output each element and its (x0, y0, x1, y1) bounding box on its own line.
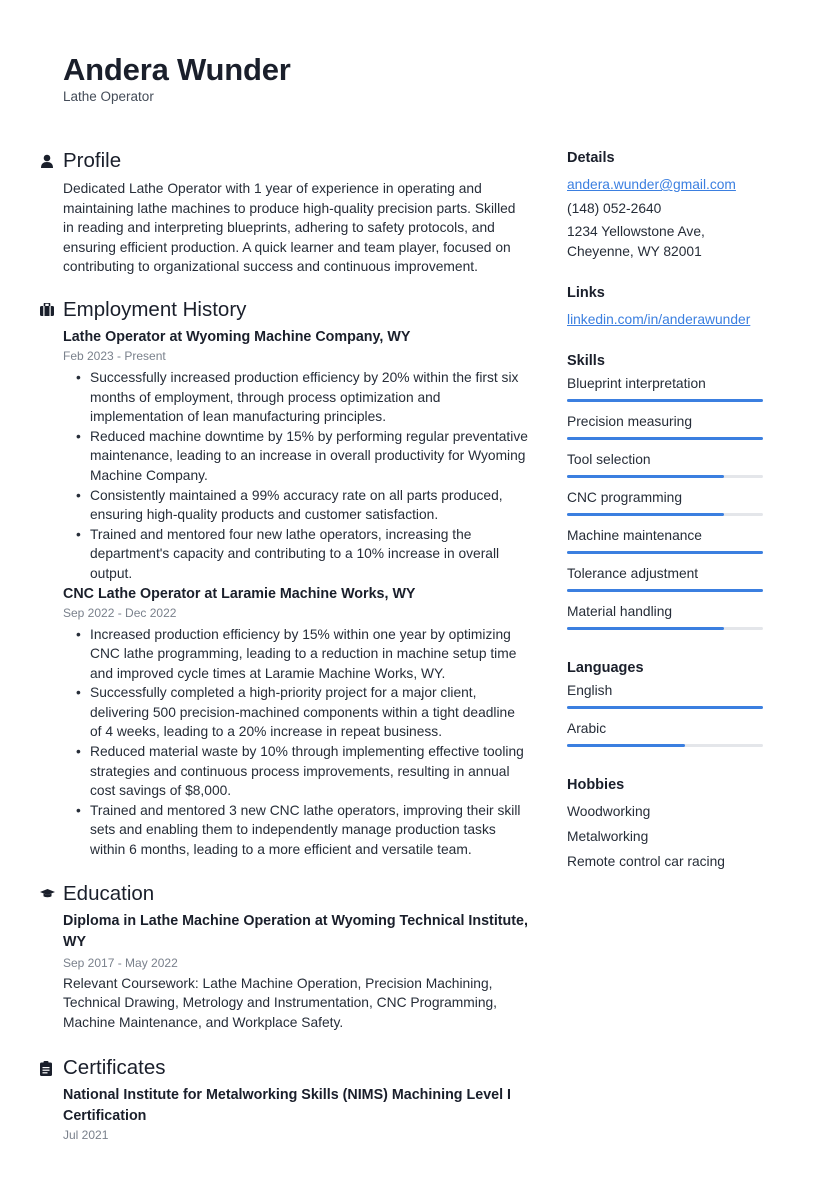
certificate-icon (40, 1058, 63, 1078)
language-level-track (567, 744, 763, 747)
language-label: Arabic (567, 720, 607, 736)
hobbies-block (567, 774, 763, 874)
employment-section (40, 296, 530, 860)
job-bullet: • Successfully completed a high-priority project for a major client, delivering 500 precision-machined components within a tight deadline of 4 weeks, leading to a 20% increase in repeat business. (63, 683, 530, 742)
languages-list (567, 679, 763, 755)
skill-label: Precision measuring (567, 413, 692, 429)
details-block (567, 147, 763, 261)
skill-level-fill (567, 513, 724, 516)
job-date: Sep 2022 - Dec 2022 (63, 605, 177, 620)
skill-label: CNC programming (567, 489, 683, 505)
skill-label: Machine maintenance (567, 527, 702, 543)
job-date: Feb 2023 - Present (63, 348, 166, 363)
skill-label: Tolerance adjustment (567, 565, 699, 581)
briefcase-icon (40, 300, 63, 320)
hobby-item: Woodworking (567, 803, 651, 819)
linkedin-link[interactable]: linkedin.com/in/anderawunder (567, 312, 751, 328)
job-title: Lathe Operator at Wyoming Machine Company, WY (63, 328, 411, 345)
person-icon (40, 151, 63, 171)
language-label: English (567, 682, 613, 698)
education-coursework: Relevant Coursework: Lathe Machine Operation, Precision Machining, Technical Drawing, Metrology and Instrumentation, CNC Programming, Machine Maintenance, and Workplace Safety. (63, 975, 498, 1030)
profile-summary: Dedicated Lathe Operator with 1 year of experience in operating and maintaining lathe machines to produce high-quality precision parts. Skilled in reading and interpreting blueprints, adhering to safety protocols, and ensuring efficient production. A quick learner and team player, focused on contributing to organizational success and continuous improvement. (63, 181, 516, 275)
skill-item (567, 600, 763, 638)
job-bullet: • Trained and mentored 3 new CNC lathe operators, improving their skill sets and enabling them to independently manage production tasks within 6 months, leading to a more efficient and versatile team. (63, 801, 530, 860)
skill-item (567, 448, 763, 486)
certificates-heading-row (40, 1054, 530, 1082)
skill-item (567, 486, 763, 524)
skill-label: Material handling (567, 603, 673, 619)
hobbies-heading: Hobbies (567, 776, 625, 793)
job-bullets (63, 625, 530, 860)
language-level-fill (567, 744, 685, 747)
skill-level-fill (567, 437, 763, 440)
skill-level-fill (567, 627, 724, 630)
education-heading-row (40, 880, 530, 908)
employment-heading-row (40, 296, 530, 324)
candidate-name: Andera Wunder (63, 52, 291, 87)
candidate-job-title: Lathe Operator (63, 89, 154, 104)
email-link[interactable]: andera.wunder@gmail.com (567, 177, 736, 192)
job-bullet: • Successfully increased production efficiency by 20% within the first six months of employment, through process optimization and implementation of lean manufacturing principles. (63, 368, 530, 427)
hobby-item: Remote control car racing (567, 853, 725, 869)
job-title: CNC Lathe Operator at Laramie Machine Works, WY (63, 585, 416, 602)
skill-level-track (567, 399, 763, 402)
links-heading: Links (567, 285, 605, 302)
education-date: Sep 2017 - May 2022 (63, 955, 178, 970)
certificate-title: National Institute for Metalworking Skills (NIMS) Machining Level I Certification (63, 1087, 512, 1125)
job-entry (63, 584, 530, 860)
skill-level-track (567, 437, 763, 440)
certificates-section (40, 1054, 530, 1144)
skill-level-track (567, 627, 763, 630)
skill-label: Tool selection (567, 451, 651, 467)
skills-list (567, 372, 763, 638)
skills-heading: Skills (567, 352, 605, 369)
links-block (567, 282, 763, 330)
job-bullet: • Trained and mentored four new lathe operators, increasing the department's capacity and contributing to a 10% increase in overall output. (63, 525, 530, 584)
profile-heading-row (40, 147, 530, 175)
phone-number: (148) 052-2640 (567, 200, 662, 216)
certificates-heading: Certificates (63, 1056, 166, 1080)
skill-level-fill (567, 399, 763, 402)
graduation-cap-icon (40, 884, 63, 904)
profile-section (40, 147, 530, 277)
language-item (567, 717, 763, 755)
education-section (40, 880, 530, 1033)
skill-level-track (567, 589, 763, 592)
main-column (40, 147, 530, 1163)
details-heading: Details (567, 150, 615, 166)
skill-item (567, 372, 763, 410)
job-bullet: • Consistently maintained a 99% accuracy rate on all parts produced, ensuring high-quality products and customer satisfaction. (63, 486, 530, 525)
job-bullet: • Reduced machine downtime by 15% by performing regular preventative maintenance, leading to an increase in overall productivity for Wyoming Machine Company. (63, 427, 530, 486)
skill-level-fill (567, 589, 763, 592)
hobby-item: Metalworking (567, 828, 649, 844)
resume-header (63, 52, 291, 106)
certificate-date: Jul 2021 (63, 1128, 109, 1143)
education-title: Diploma in Lathe Machine Operation at Wyoming Technical Institute, WY (63, 912, 528, 950)
job-bullets (63, 368, 530, 584)
skill-item (567, 562, 763, 600)
skill-level-track (567, 475, 763, 478)
languages-heading: Languages (567, 659, 644, 676)
job-bullet: • Increased production efficiency by 15% within one year by optimizing CNC lathe programming, leading to a reduction in machine setup time and improved cycle times at Laramie Machine Works, WY. (63, 625, 530, 684)
skill-label: Blueprint interpretation (567, 375, 706, 391)
skill-level-track (567, 551, 763, 554)
language-level-track (567, 706, 763, 709)
job-entry (63, 327, 530, 584)
education-heading: Education (63, 881, 155, 905)
address: 1234 Yellowstone Ave, Cheyenne, WY 82001 (567, 224, 705, 259)
job-bullet: • Reduced material waste by 10% through implementing effective tooling strategies and continuous process improvements, resulting in annual cost savings of $8,000. (63, 742, 530, 801)
languages-block (567, 657, 763, 755)
sidebar-column (567, 147, 763, 894)
skills-block (567, 350, 763, 638)
skill-level-track (567, 513, 763, 516)
profile-heading: Profile (63, 149, 122, 172)
employment-heading: Employment History (63, 297, 247, 321)
skill-level-fill (567, 475, 724, 478)
skill-item (567, 410, 763, 448)
skill-level-fill (567, 551, 763, 554)
language-level-fill (567, 706, 763, 709)
skill-item (567, 524, 763, 562)
language-item (567, 679, 763, 717)
